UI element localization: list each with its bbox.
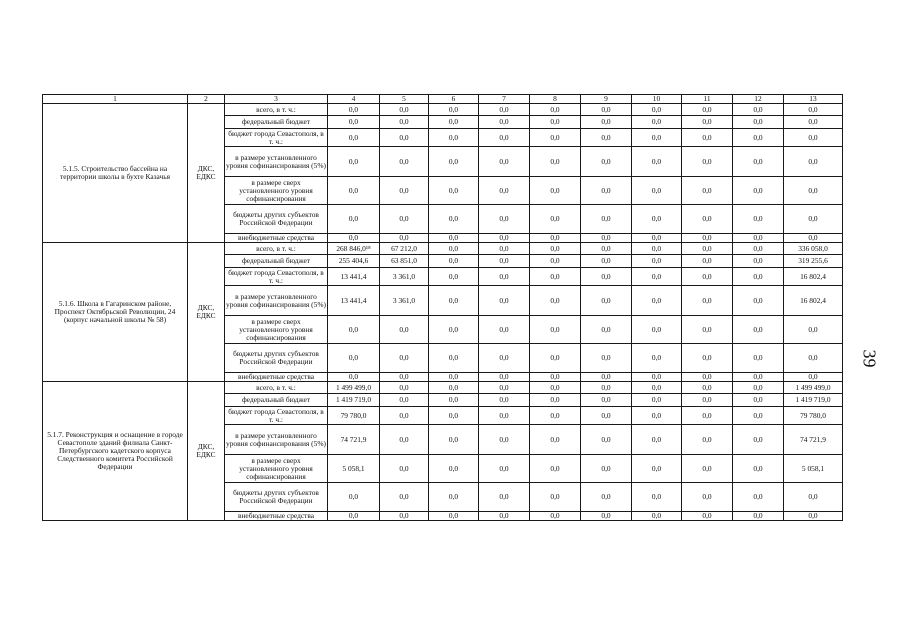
funding-value-cell: 0,0: [530, 234, 581, 243]
funding-value-cell: 0,0: [328, 483, 380, 512]
funding-value-cell: 0,0: [530, 483, 581, 512]
funding-value-cell: 0,0: [581, 116, 632, 129]
funding-value-cell: 0,0: [380, 177, 429, 205]
funding-value-cell: 0,0: [632, 243, 682, 255]
funding-value-cell: 0,0: [733, 316, 784, 344]
funding-value-cell: 0,0: [429, 255, 479, 268]
funding-value-cell: 0,0: [581, 344, 632, 373]
budget-table: [42, 94, 843, 521]
funding-value-cell: 0,0: [632, 407, 682, 425]
funding-value-cell: 0,0: [530, 147, 581, 177]
funding-value-cell: 79 780,0: [328, 407, 380, 425]
funding-value-cell: 268 846,0¹⁸: [328, 243, 380, 255]
funding-value-cell: 0,0: [682, 455, 733, 483]
funding-value-cell: 0,0: [733, 483, 784, 512]
funding-value-cell: 1 419 719,0: [784, 394, 843, 407]
funding-value-cell: 0,0: [733, 177, 784, 205]
funding-value-cell: 0,0: [429, 407, 479, 425]
funding-value-cell: 0,0: [429, 394, 479, 407]
funding-value-cell: 67 212,0: [380, 243, 429, 255]
funding-value-cell: 0,0: [328, 205, 380, 234]
funding-value-cell: 0,0: [429, 268, 479, 286]
funding-value-cell: 13 441,4: [328, 268, 380, 286]
funding-source-cell: всего, в т. ч.:: [225, 382, 328, 394]
funding-value-cell: 0,0: [733, 147, 784, 177]
funding-value-cell: 0,0: [530, 455, 581, 483]
funding-value-cell: 0,0: [632, 286, 682, 316]
funding-value-cell: 0,0: [380, 512, 429, 521]
funding-value-cell: 0,0: [479, 116, 530, 129]
funding-value-cell: 0,0: [429, 177, 479, 205]
funding-value-cell: 0,0: [479, 373, 530, 382]
funding-value-cell: 0,0: [380, 344, 429, 373]
funding-value-cell: 0,0: [530, 104, 581, 116]
funding-source-cell: внебюджетные средства: [225, 512, 328, 521]
funding-source-cell: в размере установленного уровня софинансирования (5%): [225, 147, 328, 177]
funding-value-cell: 0,0: [530, 382, 581, 394]
funding-source-cell: внебюджетные средства: [225, 373, 328, 382]
funding-value-cell: 0,0: [632, 316, 682, 344]
funding-value-cell: 0,0: [380, 104, 429, 116]
funding-value-cell: 0,0: [632, 373, 682, 382]
funding-value-cell: 0,0: [733, 382, 784, 394]
funding-value-cell: 0,0: [581, 177, 632, 205]
funding-value-cell: 0,0: [733, 407, 784, 425]
funding-value-cell: 0,0: [328, 344, 380, 373]
table-body: [43, 95, 843, 521]
funding-value-cell: 336 058,0: [784, 243, 843, 255]
funding-value-cell: 0,0: [380, 129, 429, 147]
funding-source-cell: в размере установленного уровня софинансирования (5%): [225, 425, 328, 455]
funding-value-cell: 0,0: [784, 234, 843, 243]
funding-value-cell: 0,0: [581, 394, 632, 407]
event-name-cell: 5.1.5. Строительство бассейна на территории школы в бухте Казачья: [43, 104, 188, 243]
funding-value-cell: 0,0: [733, 104, 784, 116]
funding-value-cell: 0,0: [328, 104, 380, 116]
funding-value-cell: 0,0: [479, 129, 530, 147]
funding-value-cell: 0,0: [429, 373, 479, 382]
funding-value-cell: 0,0: [328, 116, 380, 129]
funding-value-cell: 0,0: [380, 483, 429, 512]
funding-value-cell: 0,0: [632, 129, 682, 147]
funding-value-cell: 0,0: [581, 373, 632, 382]
funding-value-cell: 0,0: [682, 205, 733, 234]
funding-value-cell: 0,0: [328, 234, 380, 243]
funding-value-cell: 0,0: [479, 205, 530, 234]
funding-value-cell: 0,0: [784, 316, 843, 344]
funding-value-cell: 0,0: [479, 394, 530, 407]
funding-value-cell: 0,0: [380, 316, 429, 344]
event-name-cell: 5.1.7. Реконструкция и оснащение в городе Севастополе зданий филиала Санкт-Петербургского кадетского корпуса Следственного комитета Российской Федерации: [43, 382, 188, 521]
funding-value-cell: 0,0: [429, 286, 479, 316]
funding-value-cell: 1 499 499,0: [328, 382, 380, 394]
column-number-header: 4: [328, 95, 380, 104]
column-number-header: 9: [581, 95, 632, 104]
funding-value-cell: 0,0: [479, 425, 530, 455]
funding-source-cell: федеральный бюджет: [225, 116, 328, 129]
funding-value-cell: 0,0: [429, 455, 479, 483]
funding-value-cell: 1 499 499,0: [784, 382, 843, 394]
funding-source-cell: федеральный бюджет: [225, 394, 328, 407]
funding-value-cell: 0,0: [328, 177, 380, 205]
column-number-header: 2: [188, 95, 225, 104]
funding-value-cell: 0,0: [429, 382, 479, 394]
funding-value-cell: 0,0: [530, 407, 581, 425]
funding-value-cell: 74 721,9: [784, 425, 843, 455]
budget-table-sheet: [42, 94, 842, 521]
table-row: [43, 104, 843, 116]
funding-value-cell: 0,0: [581, 147, 632, 177]
funding-value-cell: 0,0: [530, 394, 581, 407]
funding-value-cell: 0,0: [380, 373, 429, 382]
funding-source-cell: в размере установленного уровня софинансирования (5%): [225, 286, 328, 316]
funding-value-cell: 0,0: [429, 316, 479, 344]
funding-value-cell: 0,0: [581, 425, 632, 455]
funding-value-cell: 0,0: [479, 316, 530, 344]
funding-value-cell: 0,0: [784, 512, 843, 521]
funding-value-cell: 0,0: [581, 104, 632, 116]
column-number-header: 13: [784, 95, 843, 104]
funding-value-cell: 63 851,0: [380, 255, 429, 268]
funding-value-cell: 0,0: [479, 234, 530, 243]
page-number: 39: [859, 349, 880, 368]
funding-value-cell: 0,0: [429, 425, 479, 455]
funding-value-cell: 79 780,0: [784, 407, 843, 425]
funding-value-cell: 0,0: [784, 177, 843, 205]
funding-value-cell: 0,0: [784, 104, 843, 116]
funding-value-cell: 0,0: [682, 129, 733, 147]
funding-value-cell: 0,0: [784, 129, 843, 147]
funding-value-cell: 0,0: [380, 116, 429, 129]
funding-value-cell: 0,0: [530, 286, 581, 316]
funding-value-cell: 1 419 719,0: [328, 394, 380, 407]
funding-value-cell: 0,0: [733, 425, 784, 455]
funding-value-cell: 0,0: [328, 129, 380, 147]
funding-value-cell: 0,0: [530, 205, 581, 234]
column-number-header: 11: [682, 95, 733, 104]
funding-value-cell: 0,0: [581, 234, 632, 243]
column-number-header: 7: [479, 95, 530, 104]
funding-value-cell: 0,0: [784, 373, 843, 382]
funding-value-cell: 0,0: [682, 394, 733, 407]
responsible-executor-cell: ДКС, ЕДКС: [188, 382, 225, 521]
funding-value-cell: 0,0: [682, 425, 733, 455]
funding-value-cell: 0,0: [733, 255, 784, 268]
funding-value-cell: 0,0: [632, 177, 682, 205]
funding-value-cell: 5 058,1: [328, 455, 380, 483]
funding-value-cell: 0,0: [581, 255, 632, 268]
column-number-header: 6: [429, 95, 479, 104]
funding-value-cell: 0,0: [328, 316, 380, 344]
funding-value-cell: 0,0: [380, 147, 429, 177]
funding-value-cell: 0,0: [429, 234, 479, 243]
funding-value-cell: 0,0: [682, 316, 733, 344]
funding-value-cell: 0,0: [632, 104, 682, 116]
funding-value-cell: 0,0: [429, 147, 479, 177]
funding-value-cell: 0,0: [479, 455, 530, 483]
funding-value-cell: 0,0: [733, 243, 784, 255]
funding-value-cell: 0,0: [682, 512, 733, 521]
funding-value-cell: 0,0: [784, 116, 843, 129]
funding-value-cell: 0,0: [733, 373, 784, 382]
funding-value-cell: 0,0: [581, 316, 632, 344]
funding-value-cell: 0,0: [784, 205, 843, 234]
funding-value-cell: 0,0: [530, 116, 581, 129]
column-number-header: 3: [225, 95, 328, 104]
funding-value-cell: 0,0: [733, 234, 784, 243]
funding-value-cell: 0,0: [682, 483, 733, 512]
funding-source-cell: бюджеты других субъектов Российской Федерации: [225, 205, 328, 234]
funding-value-cell: 0,0: [479, 104, 530, 116]
funding-value-cell: 0,0: [632, 483, 682, 512]
funding-value-cell: 0,0: [581, 286, 632, 316]
funding-value-cell: 0,0: [328, 373, 380, 382]
funding-value-cell: 0,0: [682, 344, 733, 373]
funding-value-cell: 0,0: [632, 268, 682, 286]
funding-value-cell: 0,0: [733, 344, 784, 373]
funding-value-cell: 0,0: [581, 268, 632, 286]
funding-source-cell: внебюджетные средства: [225, 234, 328, 243]
funding-value-cell: 0,0: [479, 243, 530, 255]
funding-value-cell: 0,0: [479, 483, 530, 512]
funding-value-cell: 0,0: [632, 382, 682, 394]
funding-value-cell: 0,0: [581, 407, 632, 425]
funding-value-cell: 0,0: [530, 316, 581, 344]
funding-value-cell: 0,0: [581, 455, 632, 483]
funding-value-cell: 0,0: [429, 344, 479, 373]
funding-value-cell: 0,0: [632, 394, 682, 407]
funding-source-cell: всего, в т. ч.:: [225, 243, 328, 255]
table-row: [43, 382, 843, 394]
funding-value-cell: 0,0: [479, 177, 530, 205]
funding-value-cell: 0,0: [429, 205, 479, 234]
funding-value-cell: 0,0: [632, 116, 682, 129]
funding-value-cell: 0,0: [479, 286, 530, 316]
funding-source-cell: бюджет города Севастополя, в т. ч.:: [225, 407, 328, 425]
funding-value-cell: 0,0: [479, 255, 530, 268]
funding-value-cell: 0,0: [733, 116, 784, 129]
funding-value-cell: 0,0: [733, 394, 784, 407]
funding-source-cell: бюджет города Севастополя, в т. ч.:: [225, 268, 328, 286]
funding-value-cell: 3 361,0: [380, 286, 429, 316]
funding-value-cell: 0,0: [632, 205, 682, 234]
funding-value-cell: 255 404,6: [328, 255, 380, 268]
funding-value-cell: 0,0: [479, 344, 530, 373]
funding-value-cell: 0,0: [479, 407, 530, 425]
funding-value-cell: 0,0: [682, 104, 733, 116]
funding-value-cell: 0,0: [682, 243, 733, 255]
funding-value-cell: 0,0: [581, 512, 632, 521]
funding-value-cell: 0,0: [733, 512, 784, 521]
column-number-header: 12: [733, 95, 784, 104]
funding-value-cell: 0,0: [733, 129, 784, 147]
funding-value-cell: 0,0: [632, 344, 682, 373]
funding-source-cell: в размере сверх установленного уровня софинансирования: [225, 177, 328, 205]
funding-value-cell: 0,0: [581, 483, 632, 512]
funding-value-cell: 0,0: [581, 129, 632, 147]
column-number-header: 10: [632, 95, 682, 104]
funding-value-cell: 0,0: [733, 455, 784, 483]
responsible-executor-cell: ДКС, ЕДКС: [188, 104, 225, 243]
funding-value-cell: 0,0: [429, 243, 479, 255]
funding-value-cell: 0,0: [632, 234, 682, 243]
funding-source-cell: в размере сверх установленного уровня софинансирования: [225, 316, 328, 344]
funding-value-cell: 0,0: [429, 129, 479, 147]
funding-value-cell: 0,0: [632, 147, 682, 177]
funding-value-cell: 0,0: [784, 147, 843, 177]
funding-value-cell: 0,0: [581, 382, 632, 394]
funding-value-cell: 0,0: [530, 255, 581, 268]
funding-source-cell: бюджет города Севастополя, в т. ч.:: [225, 129, 328, 147]
funding-value-cell: 0,0: [632, 425, 682, 455]
responsible-executor-cell: ДКС, ЕДКС: [188, 243, 225, 382]
funding-source-cell: бюджеты других субъектов Российской Федерации: [225, 344, 328, 373]
funding-value-cell: 0,0: [733, 205, 784, 234]
funding-value-cell: 0,0: [380, 425, 429, 455]
funding-value-cell: 0,0: [479, 512, 530, 521]
funding-source-cell: федеральный бюджет: [225, 255, 328, 268]
funding-value-cell: 0,0: [328, 147, 380, 177]
table-row: [43, 243, 843, 255]
funding-value-cell: 0,0: [682, 177, 733, 205]
funding-value-cell: 0,0: [530, 243, 581, 255]
funding-value-cell: 0,0: [581, 243, 632, 255]
funding-value-cell: 0,0: [328, 512, 380, 521]
funding-value-cell: 0,0: [429, 116, 479, 129]
event-name-cell: 5.1.6. Школа в Гагаринском районе, Проспект Октябрьской Революции, 24 (корпус начальной школы № 58): [43, 243, 188, 382]
funding-value-cell: 0,0: [530, 425, 581, 455]
funding-value-cell: 0,0: [632, 455, 682, 483]
column-number-header: 5: [380, 95, 429, 104]
funding-value-cell: 0,0: [530, 177, 581, 205]
funding-value-cell: 0,0: [632, 512, 682, 521]
funding-value-cell: 0,0: [479, 382, 530, 394]
funding-source-cell: бюджеты других субъектов Российской Федерации: [225, 483, 328, 512]
funding-value-cell: 0,0: [682, 255, 733, 268]
column-number-header: 8: [530, 95, 581, 104]
funding-value-cell: 0,0: [380, 455, 429, 483]
funding-value-cell: 0,0: [581, 205, 632, 234]
column-number-header: 1: [43, 95, 188, 104]
funding-value-cell: 0,0: [682, 147, 733, 177]
funding-value-cell: 0,0: [682, 286, 733, 316]
funding-value-cell: 0,0: [682, 268, 733, 286]
funding-value-cell: 0,0: [530, 373, 581, 382]
funding-value-cell: 0,0: [380, 205, 429, 234]
funding-value-cell: 0,0: [784, 483, 843, 512]
funding-value-cell: 0,0: [784, 344, 843, 373]
funding-value-cell: 0,0: [479, 147, 530, 177]
funding-source-cell: в размере сверх установленного уровня софинансирования: [225, 455, 328, 483]
funding-value-cell: 0,0: [530, 512, 581, 521]
funding-value-cell: 0,0: [380, 407, 429, 425]
funding-value-cell: 0,0: [429, 104, 479, 116]
funding-value-cell: 0,0: [733, 268, 784, 286]
funding-value-cell: 0,0: [429, 512, 479, 521]
header-row: [43, 95, 843, 104]
funding-value-cell: 74 721,9: [328, 425, 380, 455]
funding-value-cell: 0,0: [682, 382, 733, 394]
funding-value-cell: 0,0: [479, 268, 530, 286]
funding-value-cell: 0,0: [380, 234, 429, 243]
funding-value-cell: 3 361,0: [380, 268, 429, 286]
funding-value-cell: 0,0: [530, 268, 581, 286]
funding-value-cell: 0,0: [682, 373, 733, 382]
funding-value-cell: 0,0: [530, 129, 581, 147]
funding-value-cell: 0,0: [380, 394, 429, 407]
funding-value-cell: 0,0: [682, 407, 733, 425]
funding-value-cell: 5 058,1: [784, 455, 843, 483]
funding-value-cell: 0,0: [380, 382, 429, 394]
funding-source-cell: всего, в т. ч.:: [225, 104, 328, 116]
funding-value-cell: 0,0: [733, 286, 784, 316]
funding-value-cell: 16 802,4: [784, 286, 843, 316]
funding-value-cell: 13 441,4: [328, 286, 380, 316]
funding-value-cell: 0,0: [632, 255, 682, 268]
funding-value-cell: 0,0: [682, 234, 733, 243]
funding-value-cell: 0,0: [682, 116, 733, 129]
funding-value-cell: 0,0: [530, 344, 581, 373]
funding-value-cell: 16 802,4: [784, 268, 843, 286]
funding-value-cell: 319 255,6: [784, 255, 843, 268]
funding-value-cell: 0,0: [429, 483, 479, 512]
